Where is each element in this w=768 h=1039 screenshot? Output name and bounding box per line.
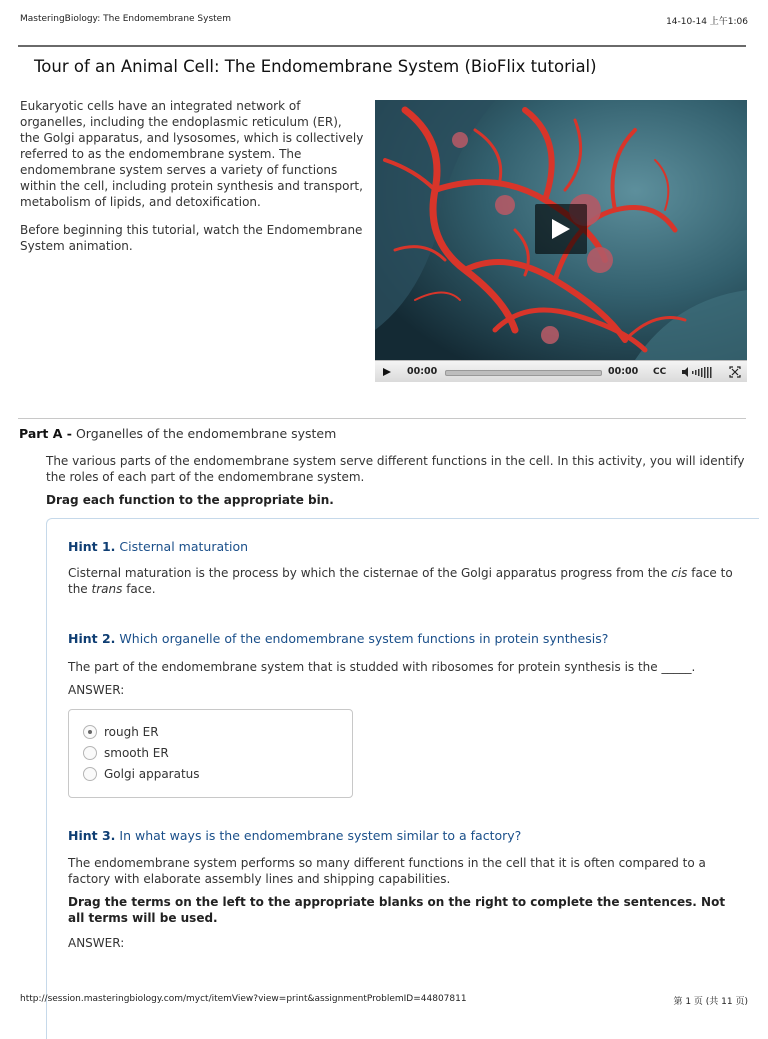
option-label: Golgi apparatus xyxy=(104,767,200,781)
hint-2-title: Which organelle of the endomembrane system functions in protein synthesis? xyxy=(119,631,609,646)
page-title: Tour of an Animal Cell: The Endomembrane System (BioFlix tutorial) xyxy=(34,57,597,76)
video-player[interactable] xyxy=(375,100,747,382)
hint-3-label: Hint 3. xyxy=(68,828,116,843)
hint-1-title: Cisternal maturation xyxy=(119,539,249,554)
current-time: 00:00 xyxy=(407,366,438,377)
option-label: smooth ER xyxy=(104,746,169,760)
hint-2-text: The part of the endomembrane system that is studded with ribosomes for protein synthesis is the _____. xyxy=(68,660,696,674)
play-overlay-button[interactable] xyxy=(535,204,587,254)
print-footer-url: http://session.masteringbiology.com/myct/itemView?view=print&assignmentProblemID=44807811 xyxy=(20,994,467,1004)
print-header xyxy=(20,14,748,28)
hint-2-toggle[interactable] xyxy=(68,631,608,646)
option-label: rough ER xyxy=(104,725,159,739)
video-controls xyxy=(375,360,747,382)
radio-button[interactable] xyxy=(83,767,97,781)
part-a-title: Organelles of the endomembrane system xyxy=(75,426,337,441)
part-a-heading xyxy=(19,426,336,441)
hint-1-text: Cisternal maturation is the process by which the cisternae of the Golgi apparatus progress from the cis face to the trans face. xyxy=(68,566,733,596)
intro-text xyxy=(20,98,365,266)
hint-3-title: In what ways is the endomembrane system similar to a factory? xyxy=(119,828,522,843)
radio-button[interactable] xyxy=(83,746,97,760)
play-icon[interactable] xyxy=(382,361,392,382)
print-footer-page-info: 第 1 页 (共 11 页) xyxy=(673,997,748,1007)
hint-2-label: Hint 2. xyxy=(68,631,116,646)
part-a-instruction: Drag each function to the appropriate bin. xyxy=(46,493,334,507)
section-divider xyxy=(18,418,746,419)
hint-2-answer-label: ANSWER: xyxy=(68,683,125,697)
hint-3-instruction: Drag the terms on the left to the appropriate blanks on the right to complete the sentences. Not all terms will be used. xyxy=(68,895,726,925)
hint-3-text: The endomembrane system performs so many different functions in the cell that it is often compared to a factory with elaborate assembly lines and shipping capabilities. xyxy=(68,856,706,886)
hint-1-label: Hint 1. xyxy=(68,539,116,554)
answer-options xyxy=(68,709,353,798)
print-footer xyxy=(20,994,748,1008)
closed-captions-icon[interactable]: CC xyxy=(653,367,667,377)
volume-icon[interactable] xyxy=(681,361,717,382)
intro-paragraph-2: Before beginning this tutorial, watch the Endomembrane System animation. xyxy=(20,223,363,253)
print-header-title: MasteringBiology: The Endomembrane System xyxy=(20,14,231,24)
duration-time: 00:00 xyxy=(608,366,639,377)
print-header-datetime: 14-10-14 上午1:06 xyxy=(666,17,748,27)
radio-button-checked[interactable] xyxy=(83,725,97,739)
top-divider xyxy=(18,45,746,47)
part-a-description: The various parts of the endomembrane system serve different functions in the cell. In this activity, you will identify the roles of each part of the endomembrane system. xyxy=(46,454,745,484)
hint-3-toggle[interactable] xyxy=(68,828,521,843)
hint-1-toggle[interactable] xyxy=(68,539,248,554)
intro-paragraph-1: Eukaryotic cells have an integrated network of organelles, including the endoplasmic reticulum (ER), the Golgi apparatus, and lysosomes, which is collectively referred to as the endomembrane system. The endomembrane system serves a variety of functions within the cell, including protein synthesis and transport, metabolism of lipids, and detoxification. xyxy=(20,99,364,209)
hint-3-answer-label: ANSWER: xyxy=(68,936,125,950)
seek-bar[interactable] xyxy=(445,361,600,382)
play-icon xyxy=(551,218,571,240)
part-a-label: Part A - xyxy=(19,426,72,441)
fullscreen-icon[interactable] xyxy=(729,361,741,382)
